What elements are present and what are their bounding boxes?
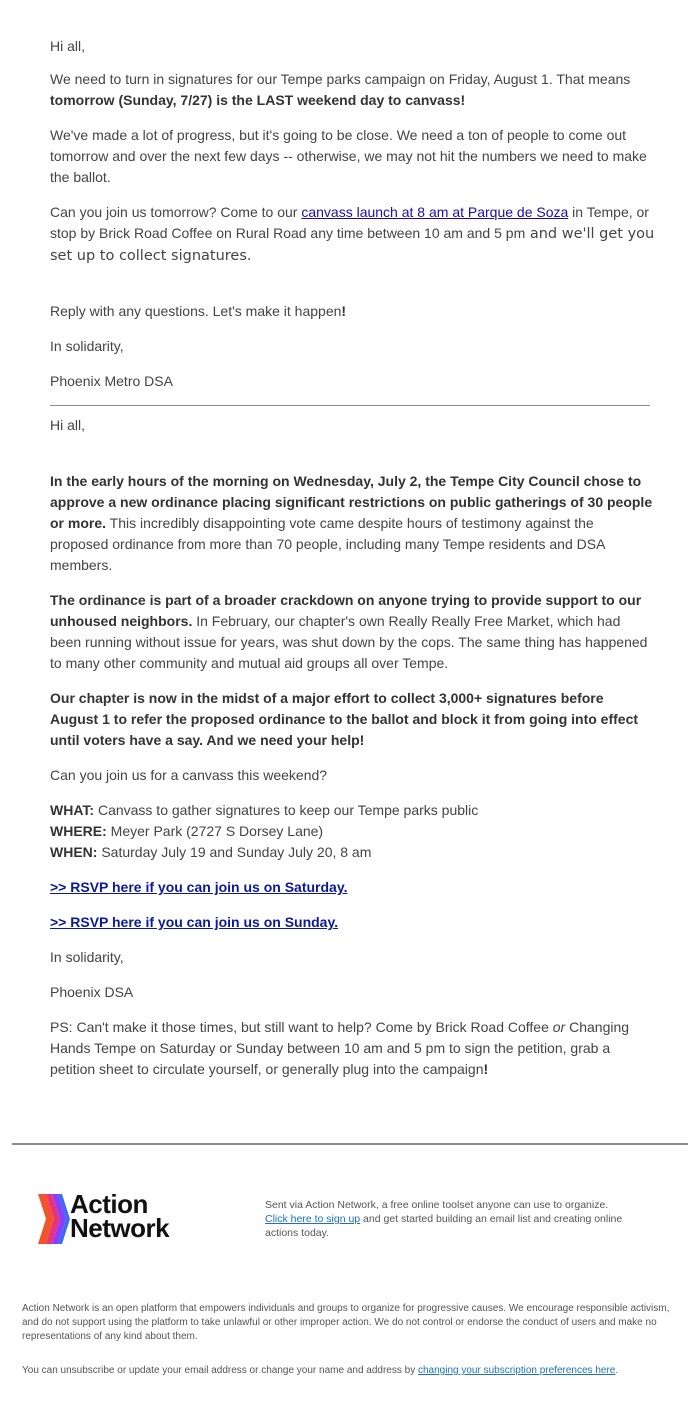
logo-line-2: Network bbox=[70, 1213, 170, 1243]
text: This incredibly disappointing vote came despite hours of testimony against the proposed ordinance from more than 70 people, including many Tempe residents and DSA members. bbox=[50, 515, 605, 573]
text: and get started building an email list and creating online actions today. bbox=[265, 1213, 623, 1239]
action-network-logo[interactable] bbox=[38, 1189, 198, 1248]
bold-text: In the early hours of the morning on Wednesday, July 2, the Tempe City Council chose to approve a new ordinance placing significant restrictions on public gatherings of 30 people or more. bbox=[50, 473, 653, 531]
what-label: WHAT: bbox=[50, 802, 95, 818]
email-divider bbox=[50, 405, 650, 406]
where-value: Meyer Park (2727 S Dorsey Lane) bbox=[106, 823, 324, 839]
when-label: WHEN: bbox=[50, 844, 98, 860]
rsvp-sunday-link[interactable]: >> RSVP here if you can join us on Sunday. bbox=[50, 914, 339, 930]
signature: Phoenix Metro DSA bbox=[50, 373, 173, 389]
text: We need to turn in signatures for our Tempe parks campaign on Friday, August 1. That means bbox=[50, 71, 631, 87]
text: Can you join us tomorrow? Come to our bbox=[50, 204, 302, 220]
signoff: In solidarity, bbox=[50, 949, 124, 965]
bold-text: tomorrow (Sunday, 7/27) is the LAST weekend day to canvass! bbox=[50, 92, 466, 108]
logo-wordmark bbox=[70, 1189, 170, 1243]
rsvp-row bbox=[50, 877, 655, 898]
subscription-preferences-link[interactable]: changing your subscription preferences here bbox=[418, 1365, 616, 1376]
text: Changing Hands Tempe on Saturday or Sunday between 10 am and 5 pm to sign the petition, grab a petition sheet to circulate yourself, or generally plug into the campaign bbox=[50, 1019, 630, 1077]
paragraph: We've made a lot of progress, but it's going to be close. We need a ton of people to come out tomorrow and over the next few days -- otherwise, we may not hit the numbers we need to make the ballot. bbox=[50, 127, 647, 185]
postscript bbox=[50, 1017, 655, 1080]
text: in Tempe, or stop by Brick Road Coffee on Rural Road any time between 10 am and 5 pm bbox=[50, 204, 649, 241]
paragraph bbox=[50, 688, 655, 751]
text: ! bbox=[483, 1061, 489, 1077]
paragraph bbox=[50, 69, 655, 111]
signup-link[interactable]: Click here to sign up bbox=[265, 1213, 361, 1225]
text: Sent via Action Network, a free online toolset anyone can use to organize. bbox=[265, 1199, 609, 1211]
text: PS: Can't make it those times, but still want to help? Come by Brick Road Coffee bbox=[50, 1019, 553, 1035]
text: . bbox=[615, 1365, 619, 1376]
sent-via-text bbox=[265, 1198, 635, 1240]
logo-line-1: Action bbox=[70, 1189, 148, 1219]
greeting: Hi all, bbox=[50, 417, 86, 433]
signoff: In solidarity, bbox=[50, 338, 124, 354]
canvass-launch-link[interactable]: canvass launch at 8 am at Parque de Soza bbox=[301, 204, 569, 220]
rsvp-saturday-link[interactable]: >> RSVP here if you can join us on Saturday. bbox=[50, 879, 348, 895]
bold-text: Our chapter is now in the midst of a major effort to collect 3,000+ signatures before August 1 to refer the proposed ordinance to the ballot and block it from going into effect until voters have a say. And we need your help! bbox=[50, 690, 639, 748]
paragraph: Can you join us for a canvass this weekend? bbox=[50, 767, 328, 783]
legal-text: Action Network is an open platform that empowers individuals and groups to organize for progressive causes. We encourage responsible activism, and do not support using the platform to take unlawful or other improper action. We do not control or endorse the conduct of users and make no representations of any kind about them. bbox=[22, 1303, 670, 1342]
event-details bbox=[50, 800, 655, 863]
text: ! bbox=[341, 303, 347, 319]
what-value: Canvass to gather signatures to keep our Tempe parks public bbox=[94, 802, 479, 818]
footer-divider bbox=[12, 1143, 688, 1145]
text: You can unsubscribe or update your email address or change your name and address by bbox=[22, 1365, 418, 1376]
signature: Phoenix DSA bbox=[50, 984, 134, 1000]
paragraph bbox=[50, 301, 655, 322]
logo-chevrons-icon bbox=[38, 1194, 72, 1244]
paragraph bbox=[50, 590, 655, 674]
paragraph bbox=[50, 202, 655, 267]
text: Reply with any questions. Let's make it happen bbox=[50, 303, 342, 319]
text: and we'll get you set up to collect signatures. bbox=[50, 226, 655, 264]
bold-text: The ordinance is part of a broader crackdown on anyone trying to provide support to our unhoused neighbors. bbox=[50, 592, 642, 629]
unsubscribe-text bbox=[22, 1364, 692, 1378]
where-label: WHERE: bbox=[50, 823, 107, 839]
greeting: Hi all, bbox=[50, 38, 86, 54]
text: In February, our chapter's own Really Really Free Market, which had been running without issue for years, was shut down by the cops. The same thing has happened to many other community and mutual aid groups all over Tempe. bbox=[50, 613, 648, 671]
text: or bbox=[552, 1019, 566, 1035]
when-value: Saturday July 19 and Sunday July 20, 8 am bbox=[97, 844, 372, 860]
paragraph bbox=[50, 471, 655, 576]
rsvp-row bbox=[50, 912, 655, 933]
